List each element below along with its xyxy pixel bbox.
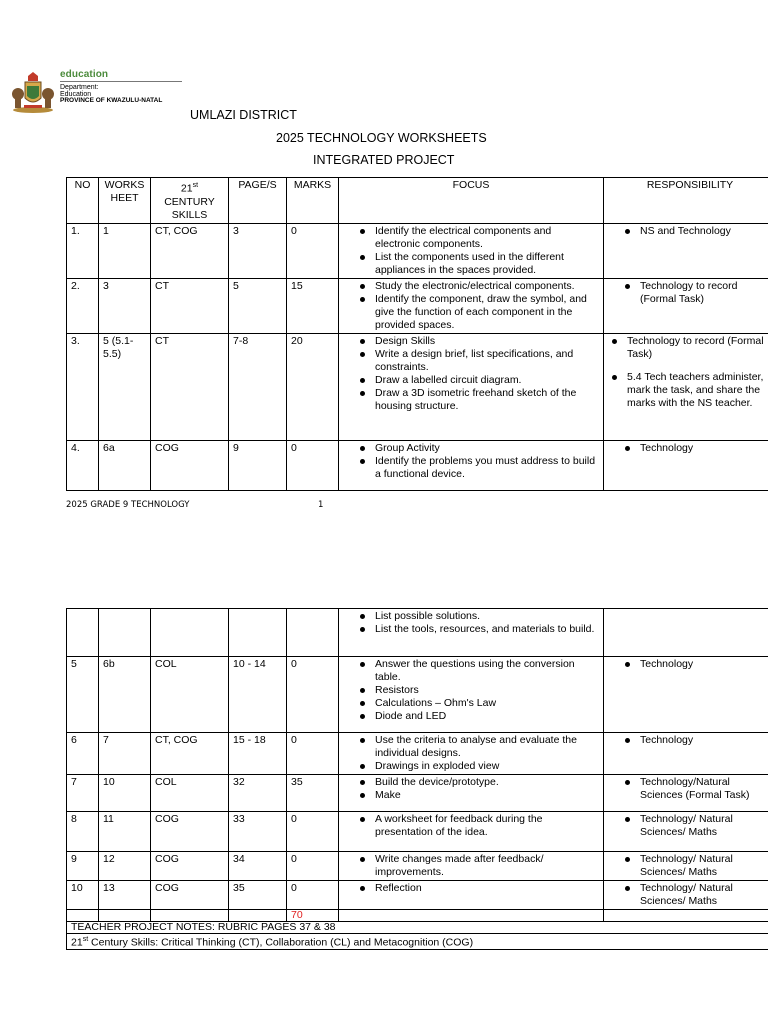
skills-legend-row — [67, 934, 768, 950]
resp-list — [608, 813, 768, 839]
cell-marks: 0 — [287, 852, 339, 881]
table-row — [67, 278, 768, 333]
cell-focus — [339, 333, 604, 440]
total-cell-empty — [229, 910, 287, 922]
table-row — [67, 609, 768, 657]
cell-marks: 0 — [287, 657, 339, 733]
cell-ws: 6a — [99, 440, 151, 490]
resp-list — [608, 335, 768, 410]
cell-ws: 1 — [99, 223, 151, 278]
focus-item: Draw a 3D isometric freehand sketch of the housing structure. — [375, 387, 599, 413]
table-row — [67, 852, 768, 881]
cell-resp — [604, 657, 768, 733]
focus-item: List the components used in the different appliances in the spaces provided. — [375, 251, 599, 277]
cell-pages — [229, 609, 287, 657]
cell-resp — [604, 278, 768, 333]
focus-item: Write changes made after feedback/ improvements. — [375, 853, 599, 879]
table-row — [67, 812, 768, 852]
focus-item: List the tools, resources, and materials to build. — [375, 623, 599, 636]
resp-item: Technology to record (Formal Task) — [640, 280, 768, 306]
total-cell-empty — [99, 910, 151, 922]
cell-focus — [339, 609, 604, 657]
cell-no: 5 — [67, 657, 99, 733]
cell-marks: 20 — [287, 333, 339, 440]
cell-ws — [99, 609, 151, 657]
logo-education: education — [60, 69, 109, 80]
resp-list — [608, 225, 768, 238]
col-skills-number: 21 — [180, 182, 193, 195]
total-cell-empty — [151, 910, 229, 922]
logo-dept2: Education — [60, 91, 92, 98]
focus-list — [343, 610, 599, 636]
cell-pages: 34 — [229, 852, 287, 881]
cell-resp — [604, 852, 768, 881]
teacher-notes-row — [67, 922, 768, 934]
cell-focus — [339, 278, 604, 333]
focus-item: Build the device/prototype. — [375, 776, 599, 789]
resp-item: Technology — [640, 442, 768, 455]
table-row — [67, 775, 768, 812]
cell-pages: 32 — [229, 775, 287, 812]
table-row — [67, 440, 768, 490]
col-marks: MARKS — [287, 178, 339, 224]
cell-marks: 35 — [287, 775, 339, 812]
skills-legend — [67, 934, 768, 950]
focus-item: Draw a labelled circuit diagram. — [375, 374, 599, 387]
cell-focus — [339, 657, 604, 733]
cell-resp — [604, 440, 768, 490]
total-marks: 70 — [287, 910, 339, 922]
cell-pages: 9 — [229, 440, 287, 490]
table-row — [67, 223, 768, 278]
focus-list — [343, 280, 599, 332]
cell-no: 10 — [67, 881, 99, 910]
cell-marks: 0 — [287, 733, 339, 775]
cell-resp — [604, 881, 768, 910]
focus-list — [343, 225, 599, 277]
cell-marks: 0 — [287, 440, 339, 490]
focus-list — [343, 335, 599, 413]
cell-no: 9 — [67, 852, 99, 881]
cell-pages: 33 — [229, 812, 287, 852]
focus-item: Design Skills — [375, 335, 599, 348]
focus-item: Reflection — [375, 882, 599, 895]
legend-number: 21 — [71, 936, 83, 949]
logo-dept1: Department: — [60, 84, 99, 91]
resp-list — [608, 853, 768, 879]
table-row — [67, 657, 768, 733]
focus-item: A worksheet for feedback during the presentation of the idea. — [375, 813, 599, 839]
legend-suffix: st — [82, 936, 89, 943]
cell-skills — [151, 609, 229, 657]
table-header-row — [67, 178, 768, 224]
cell-focus — [339, 775, 604, 812]
resp-item: Technology/ Natural Sciences/ Maths — [640, 882, 768, 908]
cell-resp — [604, 609, 768, 657]
cell-no: 8 — [67, 812, 99, 852]
resp-item: Technology — [640, 734, 768, 747]
logo-text — [60, 70, 182, 105]
table-row — [67, 333, 768, 440]
resp-item: Technology/ Natural Sciences/ Maths — [640, 813, 768, 839]
document-subtitle: INTEGRATED PROJECT — [313, 153, 455, 167]
cell-pages: 7-8 — [229, 333, 287, 440]
cell-resp — [604, 223, 768, 278]
logo-divider — [60, 81, 182, 82]
table-body-page1 — [67, 223, 768, 490]
focus-list — [343, 853, 599, 879]
col-focus: FOCUS — [339, 178, 604, 224]
resp-item: NS and Technology — [640, 225, 768, 238]
cell-ws: 5 (5.1-5.5) — [99, 333, 151, 440]
cell-no: 1. — [67, 223, 99, 278]
district-heading: UMLAZI DISTRICT — [190, 108, 297, 122]
cell-focus — [339, 852, 604, 881]
cell-no: 7 — [67, 775, 99, 812]
cell-marks: 0 — [287, 223, 339, 278]
cell-resp — [604, 812, 768, 852]
cell-marks: 0 — [287, 812, 339, 852]
cell-skills: COL — [151, 657, 229, 733]
resp-list — [608, 442, 768, 455]
cell-resp — [604, 733, 768, 775]
focus-item: Identify the electrical components and electronic components. — [375, 225, 599, 251]
cell-pages: 35 — [229, 881, 287, 910]
cell-skills: COG — [151, 812, 229, 852]
col-worksheet: WORKS HEET — [99, 178, 151, 224]
focus-item: Study the electronic/electrical components. — [375, 280, 599, 293]
focus-list — [343, 658, 599, 723]
focus-list — [343, 776, 599, 802]
focus-item: Write a design brief, list specifications, and constraints. — [375, 348, 599, 374]
cell-skills: CT — [151, 278, 229, 333]
total-cell-empty — [339, 910, 604, 922]
focus-item: Drawings in exploded view — [375, 760, 599, 773]
table-row — [67, 733, 768, 775]
resp-list — [608, 734, 768, 747]
col-skills-suffix: st — [192, 182, 199, 189]
cell-marks: 0 — [287, 881, 339, 910]
cell-skills: CT, COG — [151, 223, 229, 278]
cell-pages: 5 — [229, 278, 287, 333]
total-row — [67, 910, 768, 922]
resp-item: Technology — [640, 658, 768, 671]
col-pages: PAGE/S — [229, 178, 287, 224]
focus-item: Use the criteria to analyse and evaluate the individual designs. — [375, 734, 599, 760]
cell-ws: 3 — [99, 278, 151, 333]
focus-list — [343, 734, 599, 773]
worksheet-table-page2 — [66, 608, 768, 950]
teacher-notes: TEACHER PROJECT NOTES: RUBRIC PAGES 37 & 38 — [67, 922, 768, 934]
table-body-page2 — [67, 609, 768, 910]
worksheet-table-page1 — [66, 177, 768, 491]
cell-resp — [604, 775, 768, 812]
focus-list — [343, 882, 599, 895]
cell-no: 4. — [67, 440, 99, 490]
cell-ws: 6b — [99, 657, 151, 733]
focus-item: Resistors — [375, 684, 599, 697]
focus-item: Answer the questions using the conversion table. — [375, 658, 599, 684]
footer-text: 2025 GRADE 9 TECHNOLOGY — [66, 500, 190, 510]
cell-no: 6 — [67, 733, 99, 775]
coat-of-arms-icon — [10, 72, 56, 114]
cell-skills: COL — [151, 775, 229, 812]
col-no: NO — [67, 178, 99, 224]
total-cell-empty — [604, 910, 768, 922]
cell-ws: 10 — [99, 775, 151, 812]
cell-ws: 12 — [99, 852, 151, 881]
cell-marks — [287, 609, 339, 657]
col-skills-text: CENTURY SKILLS — [164, 195, 215, 221]
legend-text: Century Skills: Critical Thinking (CT), Collaboration (CL) and Metacognition (COG) — [88, 936, 474, 949]
focus-list — [343, 442, 599, 481]
cell-ws: 7 — [99, 733, 151, 775]
col-responsibility: RESPONSIBILITY — [604, 178, 768, 224]
resp-list — [608, 280, 768, 306]
cell-focus — [339, 733, 604, 775]
resp-list — [608, 658, 768, 671]
table-row — [67, 881, 768, 910]
focus-item: List possible solutions. — [375, 610, 599, 623]
footer-page-number: 1 — [318, 500, 324, 510]
focus-item: Make — [375, 789, 599, 802]
cell-marks: 15 — [287, 278, 339, 333]
resp-item: Technology/ Natural Sciences/ Maths — [640, 853, 768, 879]
cell-ws: 11 — [99, 812, 151, 852]
cell-focus — [339, 440, 604, 490]
department-logo — [10, 70, 185, 115]
cell-no: 2. — [67, 278, 99, 333]
logo-province: PROVINCE OF KWAZULU-NATAL — [60, 97, 163, 104]
total-cell-empty — [67, 910, 99, 922]
resp-list — [608, 882, 768, 908]
cell-no — [67, 609, 99, 657]
resp-list — [608, 776, 768, 802]
cell-skills: COG — [151, 440, 229, 490]
cell-skills: CT — [151, 333, 229, 440]
focus-item: Calculations – Ohm's Law — [375, 697, 599, 710]
focus-list — [343, 813, 599, 839]
focus-item: Diode and LED — [375, 710, 599, 723]
col-skills — [151, 178, 229, 224]
cell-focus — [339, 812, 604, 852]
resp-item: Technology/Natural Sciences (Formal Task) — [640, 776, 768, 802]
document-title: 2025 TECHNOLOGY WORKSHEETS — [276, 131, 487, 145]
resp-item: 5.4 Tech teachers administer, mark the task, and share the marks with the NS teacher. — [627, 371, 768, 410]
cell-resp — [604, 333, 768, 440]
cell-skills: COG — [151, 881, 229, 910]
focus-item: Identify the component, draw the symbol, and give the function of each component in the provided spaces. — [375, 293, 599, 332]
cell-ws: 13 — [99, 881, 151, 910]
cell-skills: CT, COG — [151, 733, 229, 775]
cell-pages: 3 — [229, 223, 287, 278]
cell-no: 3. — [67, 333, 99, 440]
cell-focus — [339, 223, 604, 278]
resp-item: Technology to record (Formal Task) — [627, 335, 768, 361]
focus-item: Identify the problems you must address to build a functional device. — [375, 455, 599, 481]
cell-skills: COG — [151, 852, 229, 881]
cell-pages: 10 - 14 — [229, 657, 287, 733]
cell-pages: 15 - 18 — [229, 733, 287, 775]
focus-item: Group Activity — [375, 442, 599, 455]
cell-focus — [339, 881, 604, 910]
